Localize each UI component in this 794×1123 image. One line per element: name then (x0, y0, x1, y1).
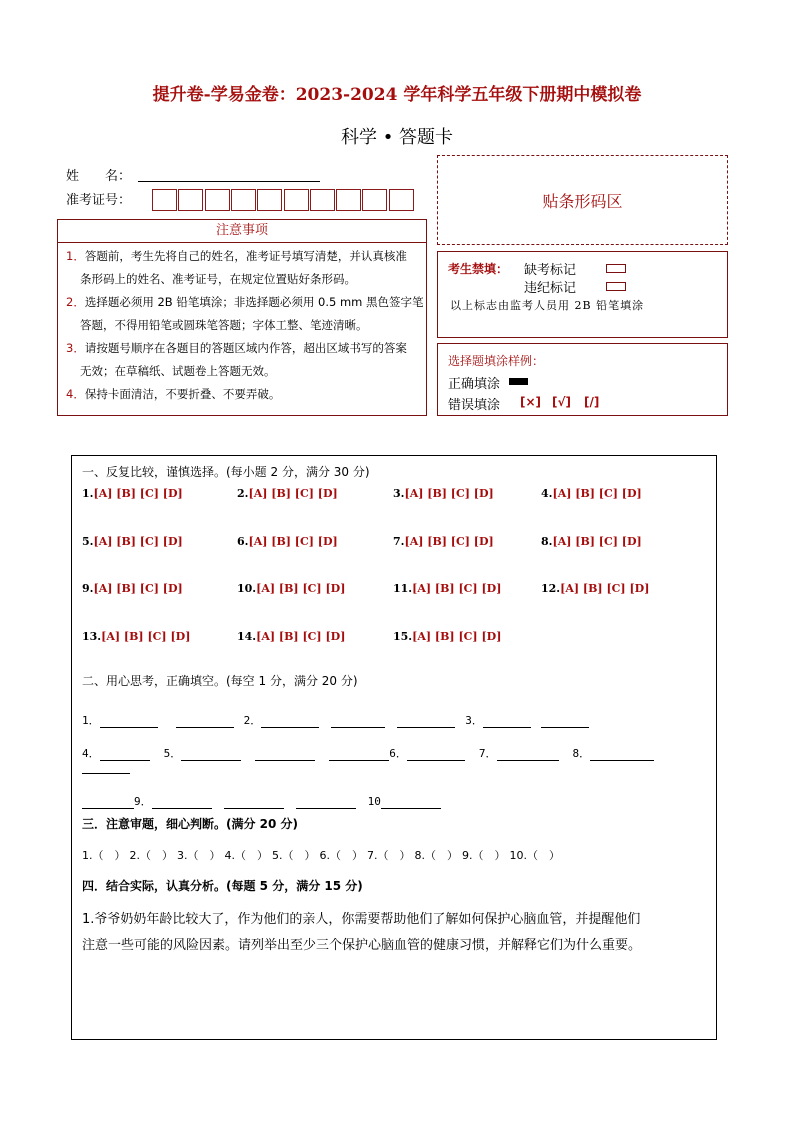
choice-question[interactable] (541, 582, 649, 595)
choice-question[interactable] (237, 535, 338, 548)
blank[interactable] (407, 748, 465, 761)
id-digit-box[interactable] (205, 189, 230, 211)
violation-label: 违纪标记 (524, 281, 577, 296)
fill-row-3 (82, 793, 441, 809)
violation-mark-box[interactable] (606, 282, 626, 291)
blank[interactable] (329, 748, 389, 761)
question-number: 4. (541, 487, 553, 500)
blank-label: 3． (465, 714, 483, 727)
absent-label: 缺考标记 (524, 263, 577, 278)
wrong-mark-check: [√] (552, 395, 571, 409)
page-subtitle: 科学 • 答题卡 (340, 127, 454, 148)
blank[interactable] (82, 773, 130, 774)
question-number: 14. (237, 630, 257, 643)
judge-item[interactable]: 3.（ ） (177, 849, 221, 862)
blank-label: 1． (82, 714, 100, 727)
question-number: 2. (237, 487, 249, 500)
choice-question[interactable] (541, 535, 642, 548)
wrong-mark-x: [×] (520, 395, 542, 409)
choice-options[interactable]: [A] [B] [C] [D] (560, 582, 650, 595)
judge-item[interactable]: 4.（ ） (224, 849, 268, 862)
blank[interactable] (176, 715, 234, 728)
correct-fill-label: 正确填涂 (448, 377, 501, 392)
barcode-area (437, 155, 728, 245)
blank-label: 7． (478, 747, 497, 760)
blank[interactable] (541, 715, 589, 728)
choice-question[interactable] (393, 630, 501, 643)
judge-item[interactable]: 1.（ ） (82, 849, 126, 862)
id-digit-box[interactable] (257, 189, 282, 211)
blank-label: 10 (367, 795, 381, 808)
judge-item[interactable]: 6.（ ） (319, 849, 363, 862)
blank-label: 8． (572, 747, 591, 760)
choice-options[interactable]: [A] [B] [C] [D] (552, 487, 642, 500)
blank[interactable] (381, 796, 441, 809)
blank-label: 5． (163, 747, 182, 760)
notice-item: 1．答题前，考生先将自己的姓名，准考证号填写清楚，并认真核准 (66, 249, 407, 263)
question-4-1: 1.爷爷奶奶年龄比较大了，作为他们的亲人，你需要帮助他们了解如何保护心脑血管，并提醒他们 注意一些可能的风险因素。请列举出至少三个保护心脑血管的健康习惯，并解释它们为什么重要。 (82, 912, 642, 953)
sample-title: 选择题填涂样例： (448, 354, 545, 368)
id-digit-box[interactable] (152, 189, 177, 211)
choice-options[interactable]: [A] [B] [C] [D] (93, 487, 183, 500)
choice-question[interactable] (237, 630, 345, 643)
choice-options[interactable]: [A] [B] [C] [D] (256, 630, 346, 643)
notice-item: 3．请按题号顺序在各题目的答题区域内作答，超出区域书写的答案 (66, 341, 407, 355)
page-title: 提升卷-学易金卷：2023-2024 学年科学五年级下册期中模拟卷 (152, 85, 642, 105)
notice-item: 4．保持卡面清洁，不要折叠、不要弄破。 (66, 387, 281, 401)
choice-options[interactable]: [A] [B] [C] [D] (552, 535, 642, 548)
section3-title: 三．注意审题，细心判断。(满分 20 分) (82, 817, 299, 831)
choice-options[interactable]: [A] [B] [C] [D] (404, 535, 494, 548)
id-digit-box[interactable] (389, 189, 414, 211)
blank[interactable] (100, 748, 150, 761)
section1-title: 一、反复比较，谨慎选择。(每小题 2 分，满分 30 分) (82, 465, 370, 479)
section4-title: 四．结合实际，认真分析。(每题 5 分，满分 15 分) (82, 879, 363, 893)
question-number: 11. (393, 582, 413, 595)
blank[interactable] (181, 748, 241, 761)
fill-row-1 (82, 712, 589, 728)
id-label: 准考证号： (66, 193, 132, 208)
id-digit-box[interactable] (284, 189, 309, 211)
id-digit-box[interactable] (336, 189, 361, 211)
choice-question[interactable] (393, 535, 494, 548)
choice-options[interactable]: [A] [B] [C] [D] (248, 487, 338, 500)
choice-options[interactable]: [A] [B] [C] [D] (101, 630, 191, 643)
question-number: 15. (393, 630, 413, 643)
question-number: 7. (393, 535, 405, 548)
notice-box: 1．答题前，考生先将自己的姓名，准考证号填写清楚，并认真核准 条形码上的姓名、准考证号，在规定位置贴好条形码。 2．选择题必须用 2B 铅笔填涂；非选择题必须用 0.5 mm 黑色签字笔 答题，不得用铅笔或圆珠笔答题；字体工整、笔迹清晰。 3．请按题号顺序在各题目的答题区域内作答，超出区域书写的答案 无效；在草稿纸、试题卷上答题无效。 4．保持卡面清洁，不要折叠、不要弄破。 (57, 242, 427, 416)
question-number: 3. (393, 487, 405, 500)
choice-options[interactable]: [A] [B] [C] [D] (412, 630, 502, 643)
answer-space[interactable] (82, 960, 702, 1030)
judge-item[interactable]: 9.（ ） (462, 849, 506, 862)
id-digit-box[interactable] (362, 189, 387, 211)
blank[interactable] (331, 715, 385, 728)
choice-question[interactable] (82, 630, 190, 643)
choice-options[interactable]: [A] [B] [C] [D] (256, 582, 346, 595)
choice-options[interactable]: [A] [B] [C] [D] (93, 582, 183, 595)
id-digit-box[interactable] (178, 189, 203, 211)
blank[interactable] (483, 715, 531, 728)
choice-question[interactable] (393, 582, 501, 595)
question-number: 9. (82, 582, 94, 595)
wrong-fill-label: 错误填涂 (448, 398, 501, 413)
blank-label: 4． (82, 747, 100, 760)
name-field[interactable] (138, 181, 320, 182)
judge-row (82, 847, 564, 863)
question-number: 10. (237, 582, 257, 595)
blank[interactable] (590, 748, 654, 761)
absent-mark-box[interactable] (606, 264, 626, 273)
judge-item[interactable]: 7.（ ） (367, 849, 411, 862)
blank[interactable] (152, 796, 212, 809)
question-number: 6. (237, 535, 249, 548)
fill-row-2 (82, 745, 654, 761)
judge-item[interactable]: 2.（ ） (129, 849, 173, 862)
blank-label: 2． (243, 714, 262, 727)
restricted-box (437, 251, 728, 338)
blank[interactable] (397, 715, 455, 728)
section2-title: 二、用心思考，正确填空。(每空 1 分，满分 20 分) (82, 674, 358, 688)
blank[interactable] (224, 796, 284, 809)
blank[interactable] (261, 715, 319, 728)
blank[interactable] (255, 748, 315, 761)
wrong-mark-slash: [/] (584, 395, 600, 409)
judge-item[interactable]: 10.（ ） (509, 849, 560, 862)
id-digit-box[interactable] (231, 189, 256, 211)
choice-options[interactable]: [A] [B] [C] [D] (412, 582, 502, 595)
notice-item: 2．选择题必须用 2B 铅笔填涂；非选择题必须用 0.5 mm 黑色签字笔 (66, 295, 424, 309)
blank[interactable] (296, 796, 356, 809)
question-number: 13. (82, 630, 102, 643)
name-label: 姓 名： (66, 169, 132, 184)
blank[interactable] (497, 748, 559, 761)
notice-title: 注意事项 (57, 219, 427, 243)
choice-question[interactable] (237, 487, 338, 500)
choice-question[interactable] (541, 487, 642, 500)
sample-box (437, 343, 728, 416)
choice-options[interactable]: [A] [B] [C] [D] (404, 487, 494, 500)
choice-question[interactable] (82, 582, 183, 595)
restricted-note: 以上标志由监考人员用 2B 铅笔填涂 (450, 299, 645, 312)
question-number: 5. (82, 535, 94, 548)
choice-question[interactable] (82, 487, 183, 500)
question-number: 12. (541, 582, 561, 595)
question-number: 8. (541, 535, 553, 548)
judge-item[interactable]: 5.（ ） (272, 849, 316, 862)
choice-options[interactable]: [A] [B] [C] [D] (93, 535, 183, 548)
restricted-label: 考生禁填： (448, 262, 509, 276)
judge-item[interactable]: 8.（ ） (414, 849, 458, 862)
choice-question[interactable] (237, 582, 345, 595)
blank[interactable] (100, 715, 158, 728)
choice-options[interactable]: [A] [B] [C] [D] (248, 535, 338, 548)
choice-question[interactable] (393, 487, 494, 500)
id-digit-box[interactable] (310, 189, 335, 211)
blank-label: 6． (389, 747, 407, 760)
choice-question[interactable] (82, 535, 183, 548)
barcode-label: 贴条形码区 (542, 191, 623, 211)
blank[interactable] (82, 796, 134, 809)
correct-fill-sample (509, 378, 528, 385)
question-number: 1. (82, 487, 94, 500)
blank-label: 9． (134, 795, 152, 808)
